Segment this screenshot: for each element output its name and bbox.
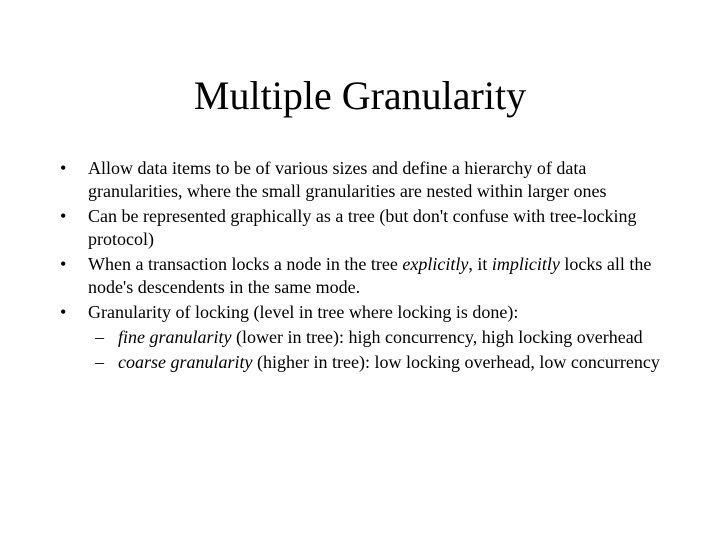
bullet-mark: •: [60, 206, 67, 226]
bullet-text-after: locks all the node's descendents in the same mode.: [88, 254, 652, 297]
bullet-text: Allow data items to be of various sizes and define a hierarchy of data granularities, where the small granularities are nested within larger ones: [88, 158, 607, 201]
sub-bullet-text: (higher in tree): low locking overhead, low concurrency: [252, 352, 660, 372]
bullet-mark: •: [60, 158, 67, 178]
sub-bullet-text: (lower in tree): high concurrency, high locking overhead: [231, 327, 643, 347]
emphasis-coarse-granularity: coarse granularity: [118, 352, 253, 372]
emphasis-implicitly: implicitly: [491, 254, 560, 274]
emphasis-explicitly: explicitly: [402, 254, 469, 274]
bullet-item-hierarchy: [56, 157, 676, 203]
bullet-text: Granularity of locking (level in tree where locking is done):: [88, 302, 519, 322]
dash-mark: –: [95, 352, 104, 372]
sub-bullet-list: [88, 326, 676, 374]
bullet-item-tree: [56, 205, 676, 251]
bullet-list: [56, 157, 676, 376]
emphasis-fine-granularity: fine granularity: [118, 327, 232, 347]
bullet-mark: •: [60, 254, 67, 274]
sub-bullet-coarse: [87, 351, 676, 374]
bullet-item-granularity-levels: [56, 301, 676, 374]
bullet-item-implicit-locks: [56, 253, 676, 299]
bullet-mark: •: [60, 302, 67, 322]
bullet-text-middle: , it: [468, 254, 492, 274]
slide-title: Multiple Granularity: [193, 73, 527, 118]
bullet-text-before: When a transaction locks a node in the tree: [88, 254, 403, 274]
bullet-text: Can be represented graphically as a tree (but don't confuse with tree-locking protocol): [88, 206, 637, 249]
dash-mark: –: [95, 327, 104, 347]
sub-bullet-fine: [87, 326, 676, 349]
